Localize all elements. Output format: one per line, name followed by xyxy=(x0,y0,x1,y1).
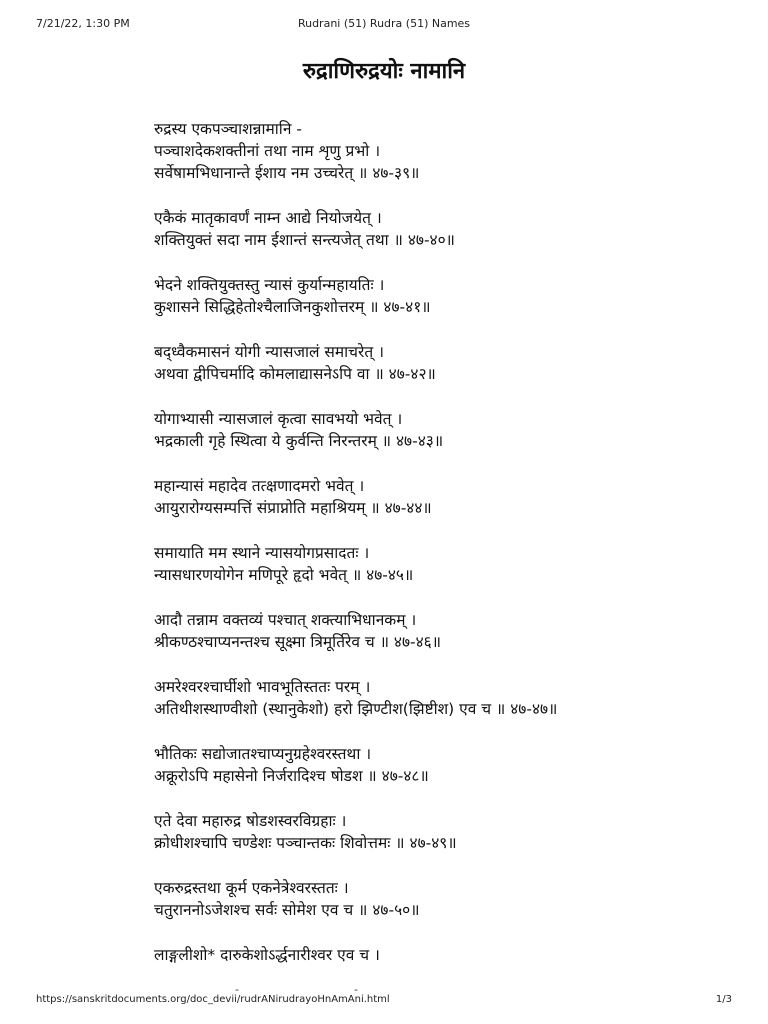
verse-stanza xyxy=(154,877,734,921)
verse-line: पञ्चाशदेकशक्तीनां तथा नाम शृणु प्रभो । xyxy=(154,142,381,160)
verse-line: सर्वेषामभिधानान्ते ईशाय नम उच्चरेत् ॥ ४७-३९॥ xyxy=(154,164,420,182)
verse-line: समायाति मम स्थाने न्यासयोगप्रसादतः । xyxy=(154,544,370,562)
verse-line: अथवा द्वीपिचर्मादि कोमलाद्यासनेऽपि वा ॥ ४७-४२॥ xyxy=(154,365,436,383)
verse-line: कुशासने सिद्धिहेतोश्चैलाजिनकुशोत्तरम् ॥ ४७-४१॥ xyxy=(154,298,431,316)
verse-line: भेदने शक्तियुक्तस्तु न्यासं कुर्यान्महायतिः । xyxy=(154,276,385,294)
source-url-link[interactable]: https://sanskritdocuments.org/doc_devii/rudrANirudrayoHnAmAni.html xyxy=(36,994,390,1005)
verse-line: एकैकं मातृकावर्णं नाम्न आद्ये नियोजयेत् । xyxy=(154,209,382,227)
verse-line: एकरुद्रस्तथा कूर्म एकनेत्रेश्वरस्ततः । xyxy=(154,879,349,897)
verse-line: श्रीकण्ठश्चाप्यनन्तश्च सूक्ष्मा त्रिमूर्तिरेव च ॥ ४७-४६॥ xyxy=(154,633,442,651)
verse-stanza xyxy=(154,118,734,184)
verse-line: आदौ तन्नाम वक्तव्यं पश्चात् शक्त्याभिधानकम् । xyxy=(154,611,417,629)
cutoff-mark: - xyxy=(235,983,239,996)
verse-list xyxy=(154,118,734,989)
cutoff-mark: - xyxy=(354,983,358,996)
verse-stanza xyxy=(154,542,734,586)
verse-stanza xyxy=(154,944,734,966)
verse-line: एते देवा महारुद्र षोडशस्वरविग्रहाः । xyxy=(154,812,347,830)
verse-line: योगाभ्यासी न्यासजालं कृत्वा सावभयो भवेत् । xyxy=(154,410,403,428)
verse-line: महान्यासं महादेव तत्क्षणादमरो भवेत् । xyxy=(154,477,365,495)
verse-stanza xyxy=(154,743,734,787)
verse-line: अमरेश्वरश्चार्घीशो भावभूतिस्ततः परम् । xyxy=(154,678,371,696)
verse-line: बद्ध्वैकमासनं योगी न्यासजालं समाचरेत् । xyxy=(154,343,384,361)
verse-line: अक्रूरोऽपि महासेनो निर्जरादिश्च षोडश ॥ ४७-४८॥ xyxy=(154,767,429,785)
verse-line: न्यासधारणयोगेन मणिपूरे हृदो भवेत् ॥ ४७-४५॥ xyxy=(154,566,414,584)
verse-line: आयुरारोग्यसम्पत्तिं संप्राप्नोति महाश्रियम् ॥ ४७-४४॥ xyxy=(154,499,432,517)
verse-stanza xyxy=(154,609,734,653)
page-number: 1/3 xyxy=(715,994,732,1005)
verse-stanza xyxy=(154,676,734,720)
verse-line: चतुराननोऽजेशश्च सर्वः सोमेश एव च ॥ ४७-५०॥ xyxy=(154,901,420,919)
verse-line: भद्रकाली गृहे स्थित्वा ये कुर्वन्ति निरन्तरम् ॥ ४७-४३॥ xyxy=(154,432,444,450)
verse-stanza xyxy=(154,207,734,251)
verse-stanza xyxy=(154,810,734,854)
verse-line: शक्तियुक्तं सदा नाम ईशान्तं सन्त्यजेत् तथा ॥ ४७-४०॥ xyxy=(154,231,455,249)
verse-stanza xyxy=(154,408,734,452)
document-title: रुद्राणिरुद्रयोः नामानि xyxy=(302,59,466,84)
verse-stanza xyxy=(154,341,734,385)
verse-stanza xyxy=(154,475,734,519)
print-page-title: Rudrani (51) Rudra (51) Names xyxy=(297,17,471,30)
verse-stanza xyxy=(154,274,734,318)
verse-line: रुद्रस्य एकपञ्चाशन्नामानि - xyxy=(154,120,302,138)
verse-line: लाङ्गलीशो* दारुकेशोऽर्द्धनारीश्वर एव च । xyxy=(154,946,380,964)
verse-line: भौतिकः सद्योजातश्चाप्यनुग्रहेश्वरस्तथा । xyxy=(154,745,372,763)
verse-line: अतिथीशस्थाण्वीशो (स्थानुकेशो) हरो झिण्टीश(झिष्टीश) एव च ॥ ४७-४७॥ xyxy=(154,700,558,718)
verse-line: क्रोधीशश्चापि चण्डेशः पञ्चान्तकः शिवोत्तमः ॥ ४७-४९॥ xyxy=(154,834,457,852)
print-datetime: 7/21/22, 1:30 PM xyxy=(36,17,130,30)
